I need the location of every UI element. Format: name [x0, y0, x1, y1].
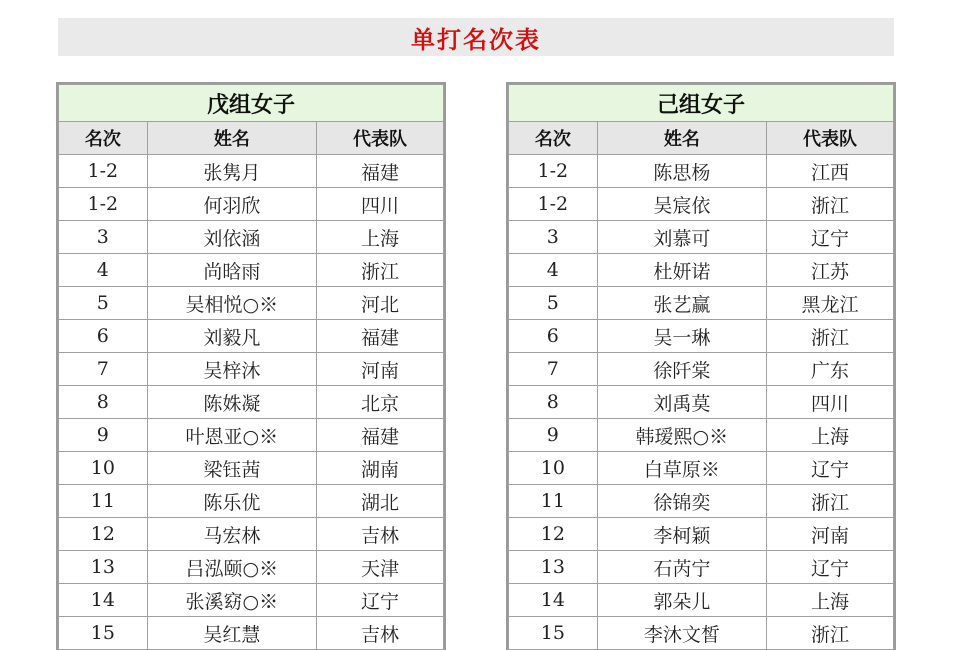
- team-cell: 辽宁: [317, 584, 444, 617]
- table-row: [509, 419, 894, 452]
- rank-cell: 9: [59, 419, 148, 452]
- player-name-cell: 白草原※: [597, 452, 766, 485]
- page-title: 单打名次表: [411, 25, 541, 54]
- team-cell: 北京: [317, 386, 444, 419]
- player-name-cell: 石芮宁: [597, 551, 766, 584]
- rank-cell: 12: [59, 518, 148, 551]
- table-row: [59, 419, 444, 452]
- table-row: [509, 551, 894, 584]
- team-cell: 浙江: [767, 485, 894, 518]
- title-bar: [58, 18, 894, 56]
- rank-cell: 10: [509, 452, 598, 485]
- player-name-cell: 刘禹莫: [597, 386, 766, 419]
- team-cell: 浙江: [767, 320, 894, 353]
- team-cell: 河南: [317, 353, 444, 386]
- column-header-name: 姓名: [597, 122, 766, 155]
- rank-cell: 11: [59, 485, 148, 518]
- group-title: 己组女子: [509, 85, 894, 122]
- table-row: [509, 221, 894, 254]
- rank-cell: 5: [59, 287, 148, 320]
- player-name-cell: 叶恩亚○※: [147, 419, 316, 452]
- column-header-team: 代表队: [317, 122, 444, 155]
- team-cell: 湖南: [317, 452, 444, 485]
- player-name-cell: 梁钰茜: [147, 452, 316, 485]
- team-cell: 浙江: [767, 188, 894, 221]
- table-row: [59, 155, 444, 188]
- rank-cell: 8: [509, 386, 598, 419]
- column-header-team: 代表队: [767, 122, 894, 155]
- team-cell: 河北: [317, 287, 444, 320]
- team-cell: 福建: [317, 320, 444, 353]
- table-row: [59, 320, 444, 353]
- column-header-row: [59, 122, 444, 155]
- team-cell: 四川: [317, 188, 444, 221]
- player-name-cell: 刘依涵: [147, 221, 316, 254]
- group-title: 戊组女子: [59, 85, 444, 122]
- player-name-cell: 刘毅凡: [147, 320, 316, 353]
- table-row: [509, 485, 894, 518]
- team-cell: 福建: [317, 419, 444, 452]
- column-header-rank: 名次: [59, 122, 148, 155]
- table-row: [509, 188, 894, 221]
- player-name-cell: 徐锦奕: [597, 485, 766, 518]
- table-row: [59, 353, 444, 386]
- player-name-cell: 吴宸依: [597, 188, 766, 221]
- rank-cell: 8: [59, 386, 148, 419]
- team-cell: 辽宁: [767, 452, 894, 485]
- team-cell: 浙江: [317, 254, 444, 287]
- team-cell: 广东: [767, 353, 894, 386]
- rank-cell: 1-2: [59, 155, 148, 188]
- player-name-cell: 吴一琳: [597, 320, 766, 353]
- rank-cell: 4: [59, 254, 148, 287]
- team-cell: 浙江: [767, 617, 894, 650]
- table-row: [59, 188, 444, 221]
- player-name-cell: 杜妍诺: [597, 254, 766, 287]
- table-row: [509, 584, 894, 617]
- table-row: [59, 386, 444, 419]
- rank-cell: 7: [509, 353, 598, 386]
- team-cell: 福建: [317, 155, 444, 188]
- player-name-cell: 尚晗雨: [147, 254, 316, 287]
- table-row: [59, 584, 444, 617]
- group-table-right: [508, 84, 894, 650]
- player-name-cell: 吕泓颐○※: [147, 551, 316, 584]
- group-table-left: [58, 84, 444, 650]
- rank-cell: 15: [509, 617, 598, 650]
- rank-cell: 6: [59, 320, 148, 353]
- player-name-cell: 郭朵儿: [597, 584, 766, 617]
- player-name-cell: 李柯颖: [597, 518, 766, 551]
- player-name-cell: 吴相悦○※: [147, 287, 316, 320]
- table-row: [509, 155, 894, 188]
- team-cell: 辽宁: [767, 551, 894, 584]
- team-cell: 四川: [767, 386, 894, 419]
- team-cell: 湖北: [317, 485, 444, 518]
- column-header-rank: 名次: [509, 122, 598, 155]
- rank-cell: 9: [509, 419, 598, 452]
- player-name-cell: 张艺赢: [597, 287, 766, 320]
- player-name-cell: 马宏林: [147, 518, 316, 551]
- rank-cell: 6: [509, 320, 598, 353]
- rank-cell: 12: [509, 518, 598, 551]
- team-cell: 吉林: [317, 617, 444, 650]
- table-row: [509, 287, 894, 320]
- team-cell: 河南: [767, 518, 894, 551]
- team-cell: 天津: [317, 551, 444, 584]
- table-row: [59, 551, 444, 584]
- table-row: [59, 287, 444, 320]
- rank-cell: 1-2: [509, 155, 598, 188]
- table-row: [59, 617, 444, 650]
- rank-cell: 3: [509, 221, 598, 254]
- rank-cell: 4: [509, 254, 598, 287]
- rank-cell: 3: [59, 221, 148, 254]
- team-cell: 江西: [767, 155, 894, 188]
- table-row: [509, 320, 894, 353]
- table-row: [59, 452, 444, 485]
- player-name-cell: 陈乐优: [147, 485, 316, 518]
- rank-cell: 13: [59, 551, 148, 584]
- table-row: [509, 617, 894, 650]
- player-name-cell: 刘慕可: [597, 221, 766, 254]
- table-row: [509, 254, 894, 287]
- table-row: [509, 386, 894, 419]
- rank-cell: 10: [59, 452, 148, 485]
- player-name-cell: 李沐文皙: [597, 617, 766, 650]
- table-row: [59, 254, 444, 287]
- player-name-cell: 张隽月: [147, 155, 316, 188]
- rank-cell: 5: [509, 287, 598, 320]
- team-cell: 上海: [317, 221, 444, 254]
- rank-cell: 1-2: [509, 188, 598, 221]
- team-cell: 辽宁: [767, 221, 894, 254]
- player-name-cell: 吴红慧: [147, 617, 316, 650]
- player-name-cell: 何羽欣: [147, 188, 316, 221]
- team-cell: 上海: [767, 584, 894, 617]
- rank-cell: 15: [59, 617, 148, 650]
- player-name-cell: 陈思杨: [597, 155, 766, 188]
- player-name-cell: 韩瑷熙○※: [597, 419, 766, 452]
- rank-cell: 7: [59, 353, 148, 386]
- rank-cell: 14: [509, 584, 598, 617]
- team-cell: 江苏: [767, 254, 894, 287]
- column-header-row: [509, 122, 894, 155]
- table-row: [59, 221, 444, 254]
- rank-cell: 1-2: [59, 188, 148, 221]
- player-name-cell: 陈姝凝: [147, 386, 316, 419]
- team-cell: 黑龙江: [767, 287, 894, 320]
- column-header-name: 姓名: [147, 122, 316, 155]
- team-cell: 吉林: [317, 518, 444, 551]
- team-cell: 上海: [767, 419, 894, 452]
- player-name-cell: 张溪窈○※: [147, 584, 316, 617]
- table-row: [509, 452, 894, 485]
- rank-cell: 14: [59, 584, 148, 617]
- player-name-cell: 徐阡棠: [597, 353, 766, 386]
- rank-cell: 11: [509, 485, 598, 518]
- table-row: [59, 518, 444, 551]
- player-name-cell: 吴梓沐: [147, 353, 316, 386]
- table-row: [509, 518, 894, 551]
- rank-cell: 13: [509, 551, 598, 584]
- table-row: [509, 353, 894, 386]
- table-row: [59, 485, 444, 518]
